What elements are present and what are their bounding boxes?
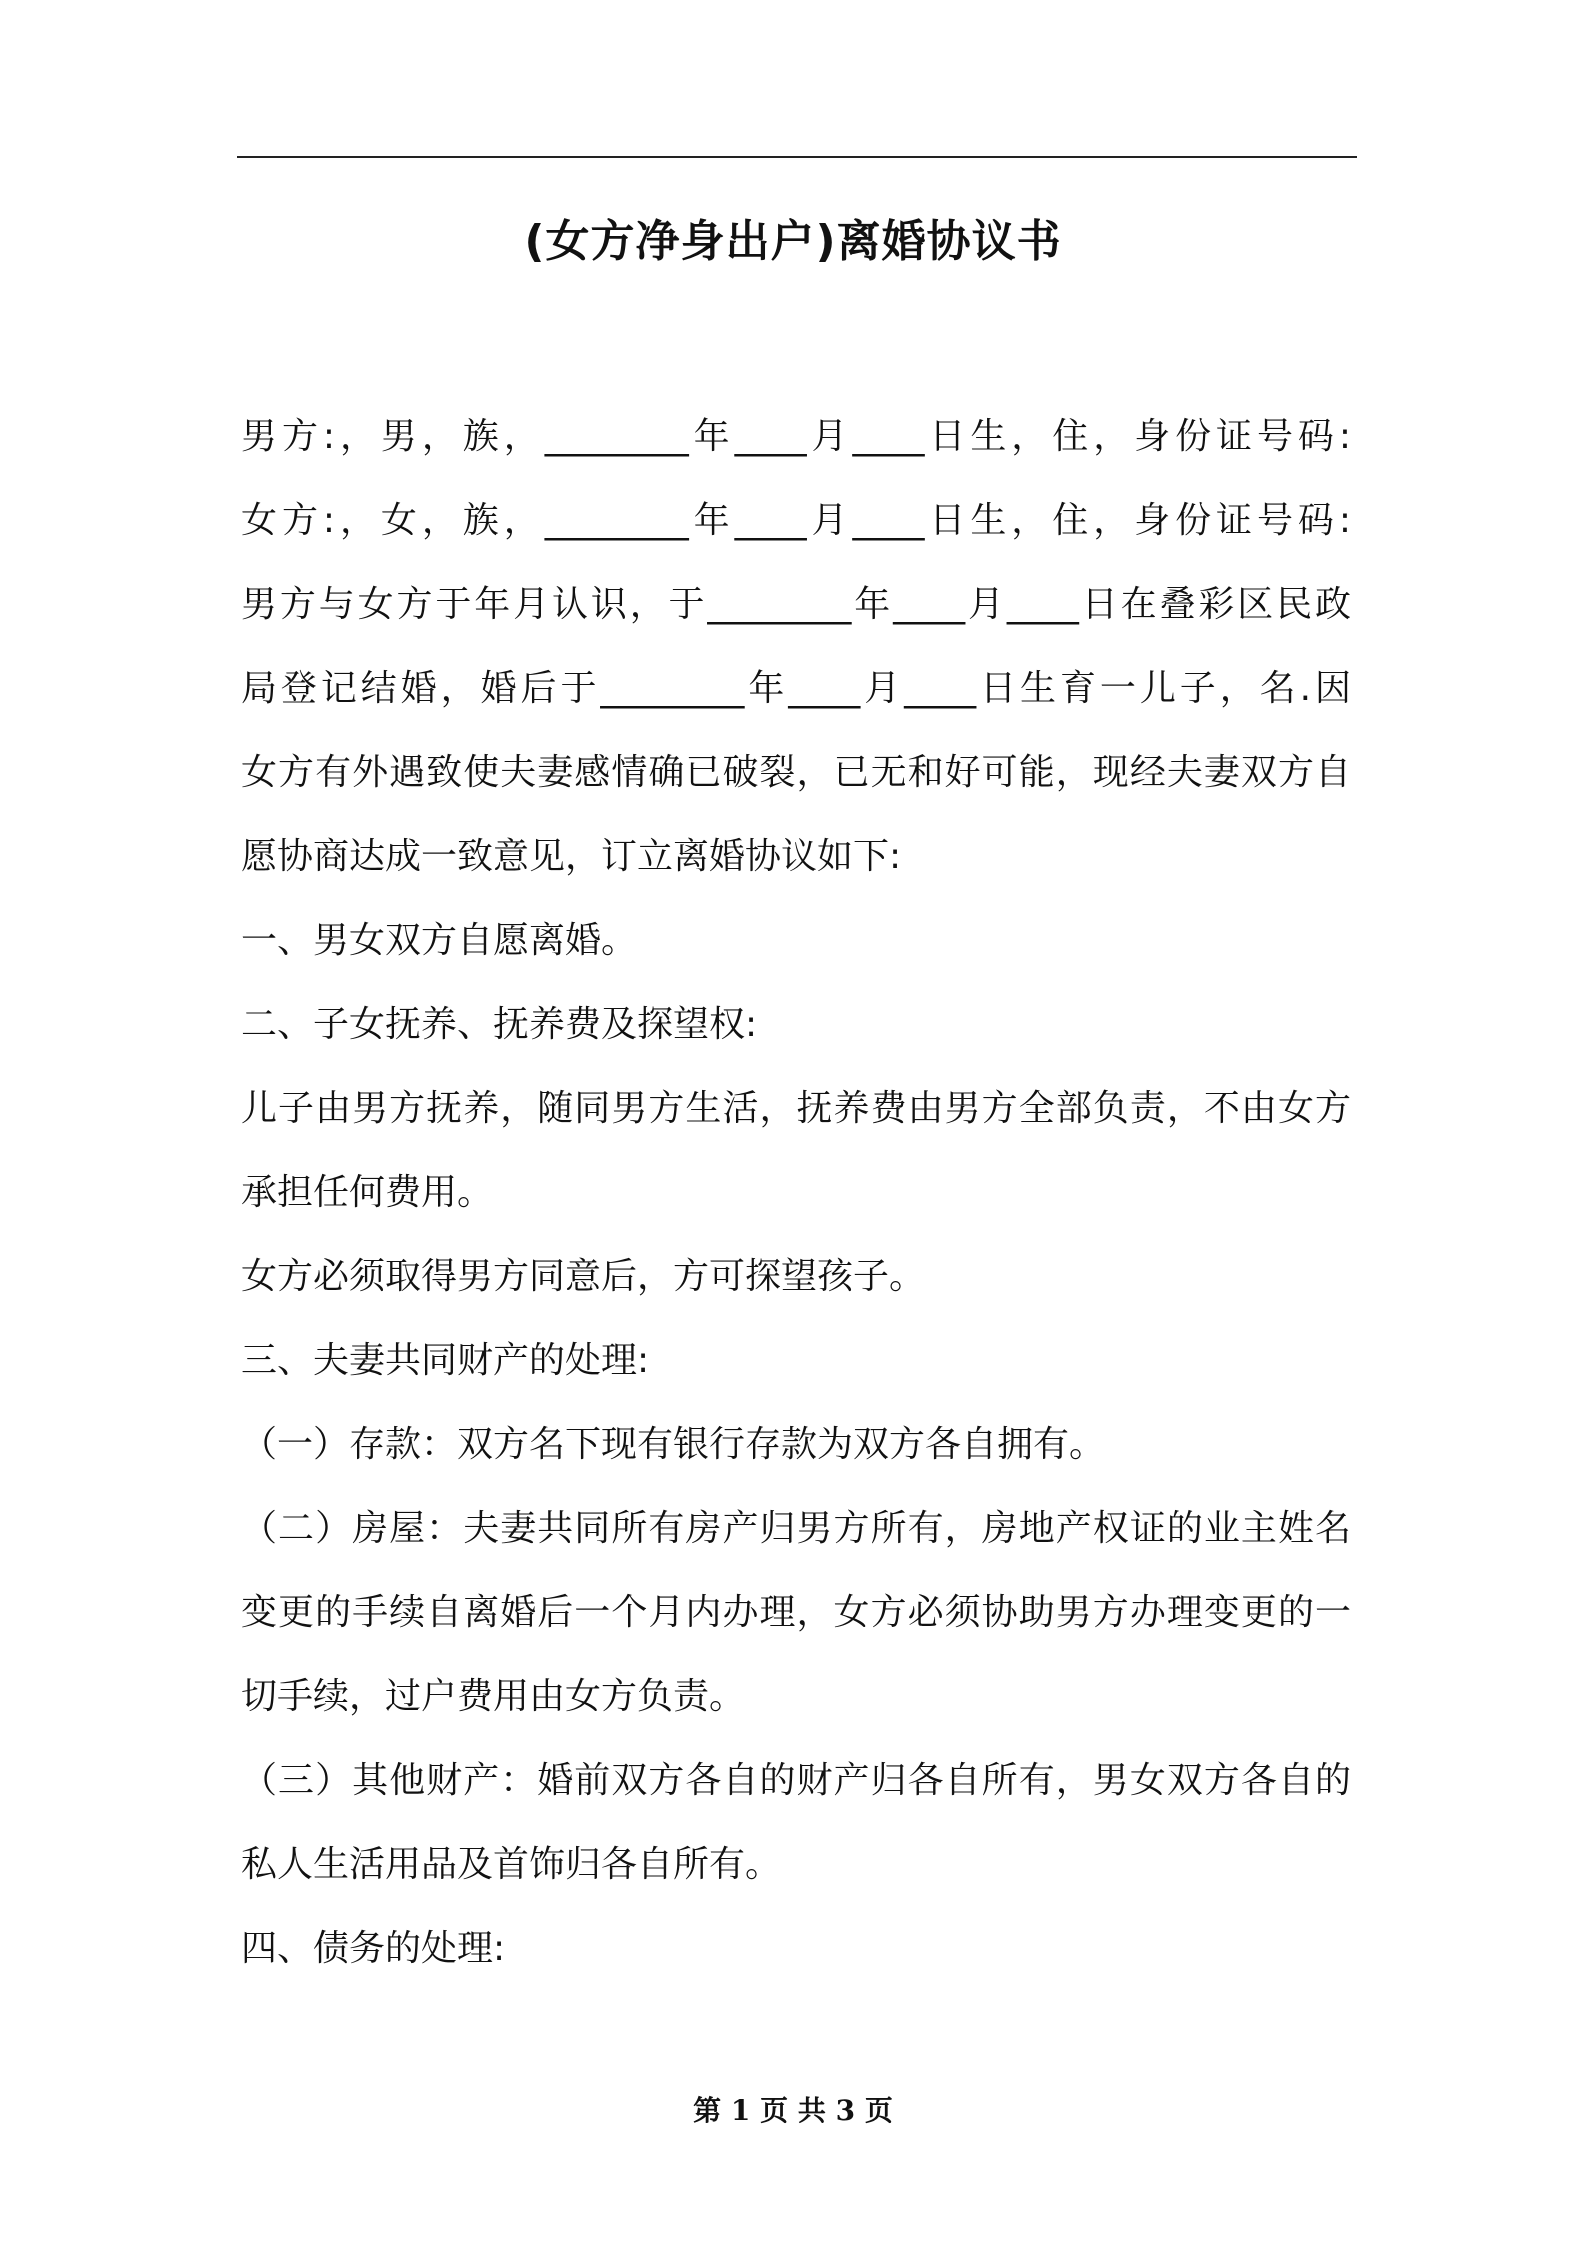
- clause-heading: 二、子女抚养、抚养费及探望权:: [241, 1004, 758, 1045]
- clause-heading: 一、男女双方自愿离婚。: [241, 920, 638, 961]
- paragraph-line: 愿协商达成一致意见，订立离婚协议如下:: [241, 836, 902, 877]
- header-rule: [237, 156, 1357, 158]
- paragraph-line: 男方:，男，族，________年____月____日生，住，身份证号码:: [241, 416, 1351, 457]
- page-footer: 第 1 页 共 3 页: [693, 2094, 893, 2127]
- paragraph-line: （三）其他财产：婚前双方各自的财产归各自所有，男女双方各自的: [241, 1760, 1351, 1801]
- clause-heading: 三、夫妻共同财产的处理:: [241, 1340, 650, 1381]
- paragraph-line: 女方有外遇致使夫妻感情确已破裂，已无和好可能，现经夫妻双方自: [241, 752, 1351, 793]
- paragraph-line: 男方与女方于年月认识，于________年____月____日在叠彩区民政: [241, 584, 1351, 625]
- paragraph-line: 女方:，女，族，________年____月____日生，住，身份证号码:: [241, 500, 1351, 541]
- document-body: [241, 395, 1351, 1991]
- paragraph-line: 局登记结婚，婚后于________年____月____日生育一儿子，名.因: [241, 668, 1351, 709]
- paragraph-line: 女方必须取得男方同意后，方可探望孩子。: [241, 1256, 926, 1297]
- paragraph-line: 变更的手续自离婚后一个月内办理，女方必须协助男方办理变更的一: [241, 1592, 1351, 1633]
- paragraph-line: 儿子由男方抚养，随同男方生活，抚养费由男方全部负责，不由女方: [241, 1088, 1351, 1129]
- paragraph-line: 切手续，过户费用由女方负责。: [241, 1676, 746, 1717]
- clause-heading: 四、债务的处理:: [241, 1928, 506, 1969]
- document-title: (女方净身出户)离婚协议书: [524, 216, 1062, 267]
- paragraph-line: （一）存款：双方名下现有银行存款为双方各自拥有。: [241, 1424, 1106, 1465]
- paragraph-line: 承担任何费用。: [241, 1172, 494, 1213]
- paragraph-line: 私人生活用品及首饰归各自所有。: [241, 1844, 782, 1885]
- paragraph-line: （二）房屋：夫妻共同所有房产归男方所有，房地产权证的业主姓名: [241, 1508, 1351, 1549]
